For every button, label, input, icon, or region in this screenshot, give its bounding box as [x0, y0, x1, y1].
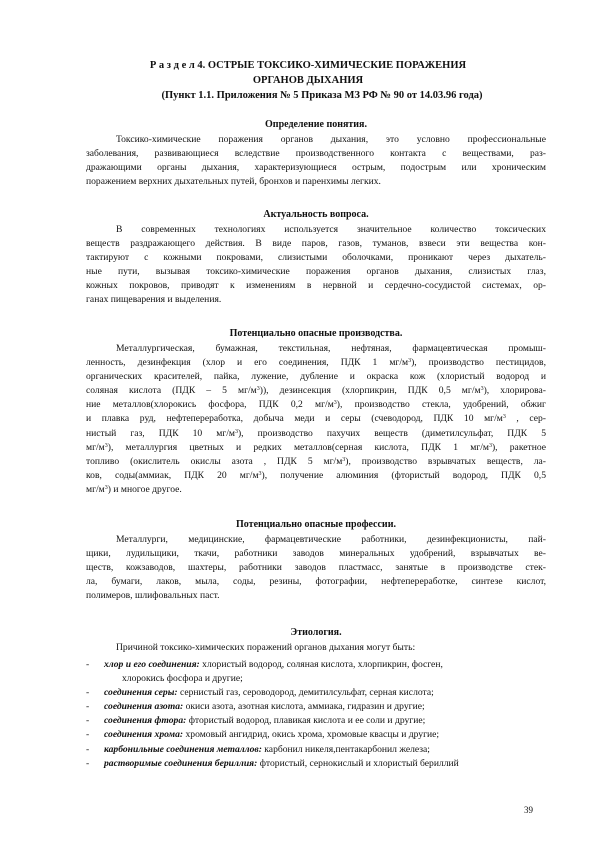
text-line: полимеров, шлифовальных паст.: [86, 590, 220, 602]
etiology-intro: [86, 641, 546, 655]
text-line: органических красителей, пайка, лужение, дубление и окраска кож (хлористый водород и: [86, 371, 546, 383]
list-item: [86, 728, 556, 742]
text-line: соляная кислота (ПДК – 5 $мг/м^3$)), дезинсекция (хлорпикрин, ПДК 0,5 $мг/м^3$), хлорирова-: [86, 385, 546, 397]
industries-heading: Потенциально опасные производства.: [229, 328, 403, 339]
section-header: [78, 58, 538, 103]
list-term: соединения фтора:: [104, 715, 187, 727]
list-item: [86, 757, 556, 771]
text-line: ганах пищеварения и выделения.: [86, 294, 222, 306]
text-line: Причиной токсико-химических поражений органов дыхания могут быть:: [116, 642, 416, 653]
section-order-reference: (Пункт 1.1. Приложения № 5 Приказа МЗ РФ № 90 от 14.03.96 года): [161, 90, 483, 101]
list-item: [86, 658, 556, 686]
list-text: карбонил никеля,пентакарбонил железа;: [261, 743, 430, 755]
definition-paragraph: [86, 133, 546, 189]
text-line: ные пути, вызывая токсико-химические поражения органов дыхания, слизистых глаз,: [86, 266, 546, 278]
page-number: 39: [524, 805, 533, 815]
list-dash: -: [86, 715, 90, 727]
text-line: ков, соды(аммиак, ПДК 20 $мг/м^3$), получение алюминия (фтористый водород, ПДК 0,5: [86, 469, 546, 481]
list-item: [86, 714, 556, 728]
text-line: дражающими органы дыхания, характеризующиеся острым, подострым или хроническим: [86, 162, 546, 174]
list-dash: -: [86, 701, 90, 713]
professions-heading: Потенциально опасные профессии.: [236, 519, 396, 530]
text-line: и плавка руд, нефтепереработка, добыча меди и серы (счеводород, ПДК 10 $мг/м^3$ , сер-: [86, 413, 546, 425]
text-line: Металлурги, медицинские, фармацевтические работники, дезинфекционисты, пай-: [116, 534, 546, 545]
text-line: ществ, кожзаводов, шахтеры, работники заводов пластмасс, занятые в производстве стек-: [86, 562, 546, 574]
list-text: сернистый газ, сероводород, демитилсульфат, серная кислота;: [177, 687, 434, 699]
industries-paragraph: [86, 342, 546, 497]
list-text: хлористый водород, соляная кислота, хлорпикрин, фосген,: [199, 659, 443, 670]
text-line: $мг/м^3$), металлургия цветных и редких металлов(серная кислота, ПДК 1 $мг/м^3$), ракетное: [86, 441, 546, 453]
text-line: тактируют с кожными покровами, слизистыми оболочками, проникают через дыхатель-: [86, 252, 546, 264]
text-line: Токсико-химические поражения органов дыхания, это условно профессиональные: [116, 134, 546, 145]
list-text: фтористый водород, плавикая кислота и ее соли и другие;: [186, 715, 426, 727]
list-term: соединения азота:: [104, 701, 184, 713]
text-line: топливо (окислитель окислы азота , ПДК 5 $мг/м^3$), производство взрывчатых веществ, ла-: [86, 455, 546, 467]
list-term: соединения хрома:: [104, 729, 184, 741]
list-item: [86, 743, 556, 757]
text-line: ленность, дезинфекция (хлор и его соединения, ПДК 1 $мг/м^3$), производство пестицидов,: [86, 357, 546, 369]
section-title-line2: ОРГАНОВ ДЫХАНИЯ: [252, 75, 364, 86]
text-line: веществ раздражающего действия. В виде паров, газов, туманов, взвеси эти вещества кон-: [86, 238, 546, 250]
list-dash: -: [86, 687, 90, 699]
list-term: хлор и его соединения:: [104, 659, 200, 670]
list-dash: -: [86, 757, 90, 769]
etiology-heading: Этиология.: [290, 627, 342, 638]
text-line: ла, бумаги, лаков, мыла, соды, резины, фотографии, нефтепереработке, синтезе кислот,: [86, 576, 546, 588]
list-term: растворимые соединения бериллия:: [104, 757, 258, 769]
list-dash: -: [86, 743, 90, 755]
text-line: кожных покровов, приводят к изменениям в нервной и сердечно-сосудистой системах, ор-: [86, 280, 546, 292]
definition-heading: Определение понятия.: [265, 119, 367, 130]
list-text-continuation: хлорокись фосфора и другие;: [122, 673, 243, 685]
text-line: поражением верхних дыхательных путей, бронхов и паренхимы легких.: [86, 176, 381, 188]
list-text: фтористый, сернокислый и хлористый бериллий: [257, 757, 459, 769]
list-text: окиси азота, азотная кислота, аммиака, гидразин и другие;: [183, 701, 425, 713]
text-line: заболевания, развивающиеся вследствие производственного контакта с веществами, раз-: [86, 148, 546, 160]
professions-paragraph: [86, 533, 546, 603]
list-item: [86, 700, 556, 714]
text-line: Металлургическая, бумажная, текстильная, нефтяная, фармацевтическая промыш-: [116, 343, 546, 354]
list-item: [86, 686, 556, 700]
text-line: ние металлов(хлорокись фосфора, ПДК 0,2 $мг/м^3$), производство стекла, удобрений, обжиг: [86, 399, 546, 411]
relevance-paragraph: [86, 223, 546, 308]
list-dash: -: [86, 729, 90, 741]
text-line: нистый газ, ПДК 10 $мг/м^3$), производство пахучих веществ (диметилсульфат, ПДК 5: [86, 427, 546, 439]
list-text: хромовый ангидрид, окись хрома, хромовые квасцы и другие;: [183, 729, 440, 741]
etiology-list: [86, 658, 556, 771]
text-line: В современных технологиях используется значительное количество токсических: [116, 224, 546, 235]
text-line: $мг/м^3$) и многое другое.: [86, 483, 182, 495]
text-line: щики, лудильщики, ткачи, работники заводов минеральных удобрений, взрывчатых ве-: [86, 548, 546, 560]
list-dash: -: [86, 659, 90, 670]
section-title-line1: Р а з д е л 4. ОСТРЫЕ ТОКСИКО-ХИМИЧЕСКИЕ ПОРАЖЕНИЯ: [149, 60, 467, 71]
relevance-heading: Актуальность вопроса.: [263, 209, 369, 220]
list-term: соединения серы:: [104, 687, 178, 699]
list-term: карбонильные соединения металлов:: [104, 743, 262, 755]
